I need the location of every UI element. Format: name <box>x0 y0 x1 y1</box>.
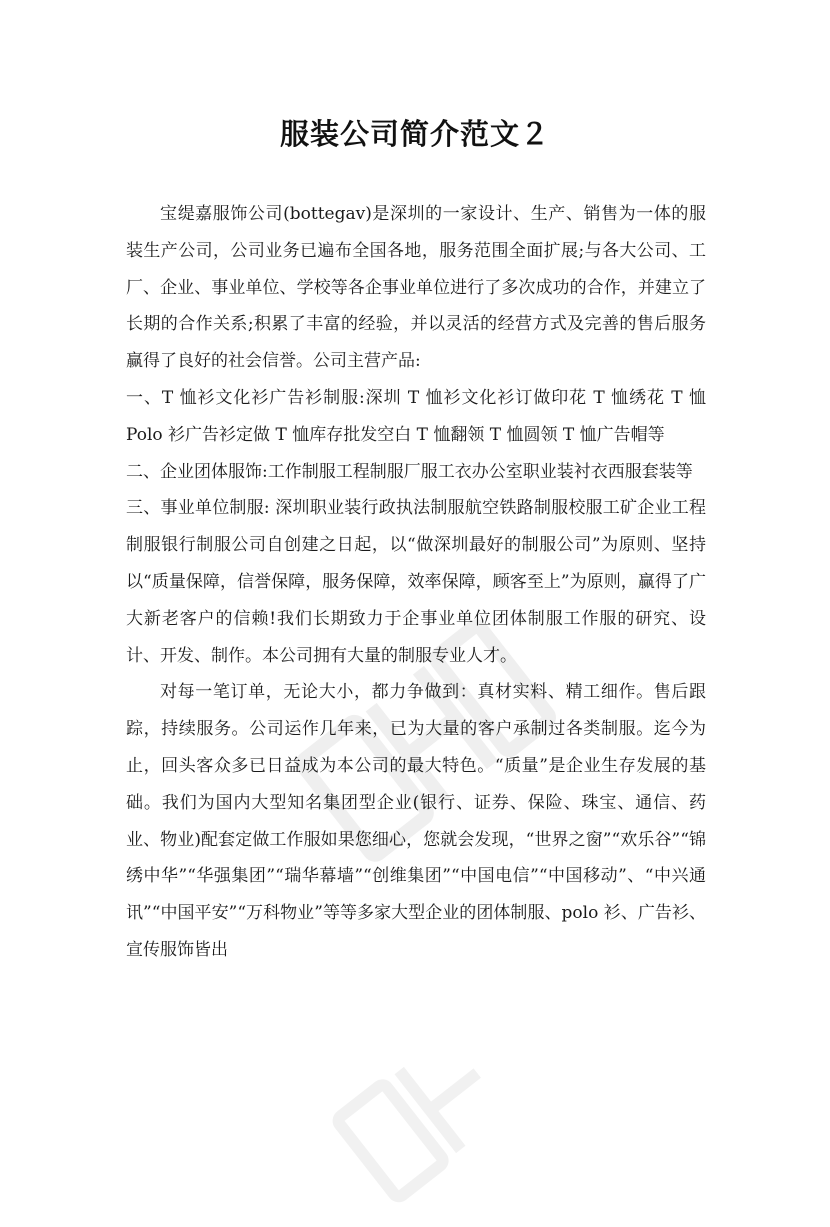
paragraph-service: 对每一笔订单，无论大小，都力争做到：真材实料、精工细作。售后跟踪，持续服务。公司运作几年来，已为大量的客户承制过各类制服。迄今为止，回头客众多已日益成为本公司的最大特色。“质量”是企业生存发展的基础。我们为国内大型知名集团型企业(银行、证券、保险、珠宝、通信、药业、物业)配套定做工作服如果您细心，您就会发现，“世界之窗”“欢乐谷”“锦绣中华”“华强集团”“瑞华幕墙”“创维集团”“中国电信”“中国移动”、“中兴通讯”“中国平安”“万科物业”等等多家大型企业的团体制服、polo 衫、广告衫、宣传服饰皆出 <box>126 682 706 960</box>
watermark-logo-partial <box>308 993 552 1226</box>
paragraph-intro: 宝缇嘉服饰公司(bottegav)是深圳的一家设计、生产、销售为一体的服装生产公司，公司业务已遍布全国各地，服务范围全面扩展;与各大公司、工厂、企业、事业单位、学校等各企事业单位进行了多次成功的合作，并建立了长期的合作关系;积累了丰富的经验，并以灵活的经营方式及完善的售后服务赢得了良好的社会信誉。公司主营产品: <box>126 204 706 372</box>
paragraph-product-1: 一、T 恤衫文化衫广告衫制服:深圳 T 恤衫文化衫订做印花 T 恤绣花 T 恤 Polo 衫广告衫定做 T 恤库存批发空白 T 恤翻领 T 恤圆领 T 恤广告帽等 <box>126 387 706 445</box>
document-body <box>126 196 706 969</box>
paragraph-product-2: 二、企业团体服饰:工作制服工程制服厂服工衣办公室职业装衬衣西服套装等 <box>126 461 693 482</box>
document-title: 服装公司简介范文２ <box>279 117 550 151</box>
paragraph-product-3: 三、事业单位制服: 深圳职业装行政执法制服航空铁路制服校服工矿企业工程制服银行制服公司自创建之日起，以“做深圳最好的制服公司”为原则、坚持以“质量保障，信誉保障，服务保障，效率保障，顾客至上”为原则，赢得了广大新老客户的信赖!我们长期致力于企事业单位团体制服工作服的研究、设计、开发、制作。本公司拥有大量的制服专业人才。 <box>126 498 706 666</box>
